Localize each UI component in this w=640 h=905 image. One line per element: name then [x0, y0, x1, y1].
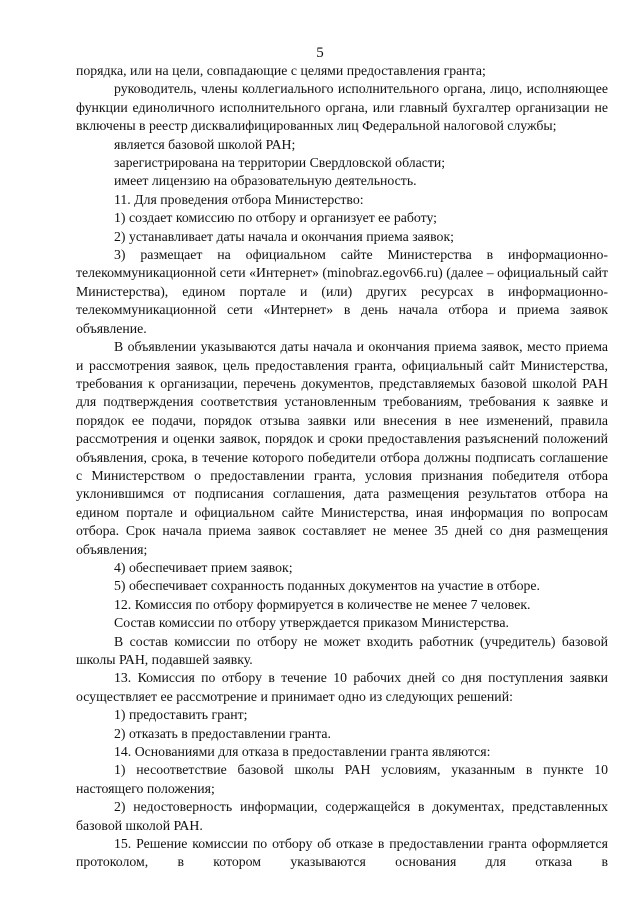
paragraph: порядка, или на цели, совпадающие с целями предоставления гранта;	[76, 63, 486, 78]
paragraph: 2) недостоверность информации, содержащейся в документах, представленных базовой школой РАН.	[76, 799, 608, 833]
paragraph: В состав комиссии по отбору не может входить работник (учредитель) базовой школы РАН, подавшей заявку.	[76, 633, 608, 667]
paragraph: имеет лицензию на образовательную деятельность.	[114, 173, 417, 189]
paragraph: является базовой школой РАН;	[114, 136, 296, 152]
paragraph: 15. Решение комиссии по отбору об отказе в предоставлении гранта оформляется протоколом, в котором указываются основания для отказа в	[76, 836, 608, 870]
paragraph: 11. Для проведения отбора Министерство:	[114, 191, 364, 207]
paragraph: Состав комиссии по отбору утверждается приказом Министерства.	[114, 615, 509, 631]
paragraph: 1) несоответствие базовой школы РАН условиям, указанным в пункте 10 настоящего положения;	[76, 762, 608, 796]
paragraph: 3) размещает на официальном сайте Министерства в информационно-телекоммуникационной сети «Интернет» (minobraz.egov66.ru) (далее – официальный сайт Министерства), едином портале и (или) других ресурсах в информационно-телекоммуникационной сети «Интернет» в день начала отбора и приема заявок объявление.	[76, 247, 608, 336]
paragraph: 2) устанавливает даты начала и окончания приема заявок;	[114, 228, 454, 244]
document-body	[76, 62, 608, 872]
paragraph: 4) обеспечивает прием заявок;	[114, 559, 293, 575]
paragraph: 1) предоставить грант;	[114, 707, 248, 723]
paragraph: зарегистрирована на территории Свердловской области;	[114, 155, 446, 171]
page-number: 5	[316, 45, 324, 61]
paragraph: 14. Основаниями для отказа в предоставлении гранта являются:	[114, 744, 491, 760]
paragraph: 13. Комиссия по отбору в течение 10 рабочих дней со дня поступления заявки осуществляет ее рассмотрение и принимает одно из следующих решений:	[76, 670, 608, 704]
paragraph: В объявлении указываются даты начала и окончания приема заявок, место приема и рассмотрения заявок, цель предоставления гранта, официальный сайт Министерства, требования к организации, перечень документов, представляемых базовой школой РАН для подтверждения соответствия установленным требованиям, требования к заявке и порядок ее подачи, порядок отзыва заявки или внесения в нее изменений, правила рассмотрения и оценки заявок, порядок и сроки предоставления разъяснений положений объявления, срока, в течение которого победители отбора должны подписать соглашение с Министерством о предоставлении гранта, условия признания победителя отбора уклонившимся от подписания соглашения, дата размещения результатов отбора на едином портале и официальном сайте Министерства, иная информация по вопросам отбора. Срок начала приема заявок составляет не менее 35 дней со дня размещения объявления;	[76, 339, 608, 557]
paragraph: 2) отказать в предоставлении гранта.	[114, 725, 331, 741]
paragraph: 12. Комиссия по отбору формируется в количестве не менее 7 человек.	[114, 596, 531, 612]
paragraph: 5) обеспечивает сохранность поданных документов на участие в отборе.	[114, 578, 540, 594]
paragraph: руководитель, члены коллегиального исполнительного органа, лицо, исполняющее функции единоличного исполнительного органа, или главный бухгалтер организации не включены в реестр дисквалифицированных лиц Федеральной налоговой службы;	[76, 81, 608, 134]
paragraph: 1) создает комиссию по отбору и организует ее работу;	[114, 210, 438, 226]
